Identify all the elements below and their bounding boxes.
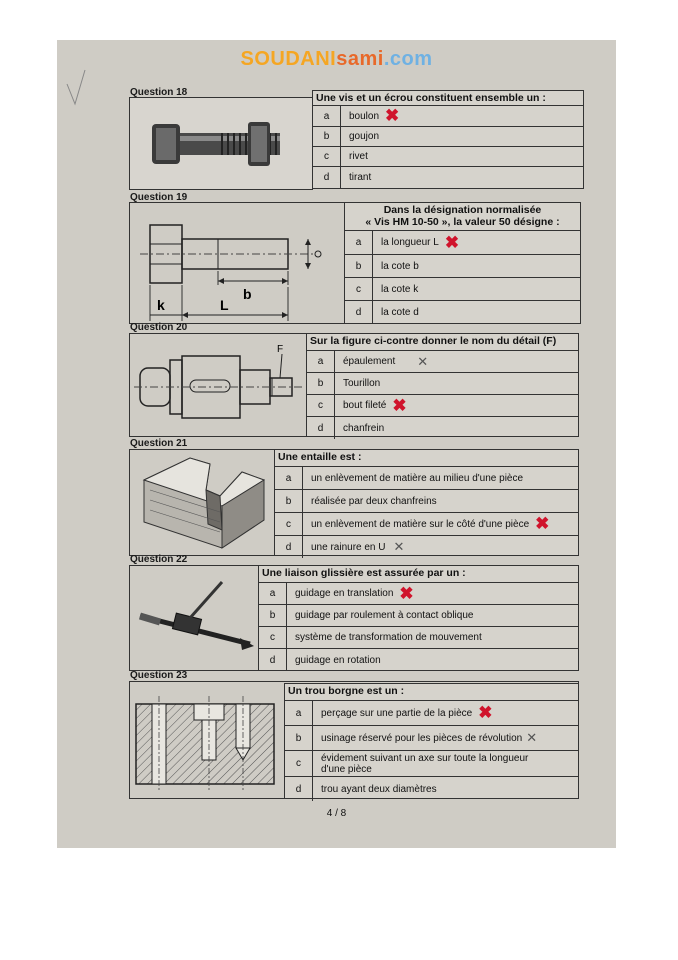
question-23-option-a[interactable]: [285, 701, 578, 726]
option-text: usinage réservé pour les pièces de révolution: [321, 732, 523, 744]
option-text: la cote k: [381, 283, 419, 295]
option-text: un enlèvement de matière au milieu d'une pièce: [311, 472, 524, 484]
dimension-k-label: k: [157, 297, 165, 313]
question-19-title: [345, 203, 580, 231]
option-letter: b: [313, 127, 341, 146]
question-23-label: Question 23: [130, 670, 188, 681]
option-letter: a: [275, 467, 303, 489]
question-19-option-c[interactable]: [345, 278, 580, 301]
question-20-option-d[interactable]: [307, 417, 578, 439]
option-letter: b: [275, 490, 303, 512]
option-text: boulon: [349, 110, 380, 122]
question-21-option-d[interactable]: [275, 536, 578, 558]
brand-part2: sami: [336, 48, 384, 70]
option-text: la cote b: [381, 260, 419, 272]
detail-f-label: F: [277, 344, 284, 355]
question-19-title-line2: « Vis HM 10-50 », la valeur 50 désigne :: [365, 216, 560, 228]
question-19-option-a[interactable]: [345, 231, 580, 255]
question-22-option-d[interactable]: [259, 649, 578, 671]
option-text: la longueur L: [381, 237, 439, 248]
dimension-l-label: L: [220, 297, 229, 313]
brand-watermark: [57, 48, 616, 71]
red-cross-mark-icon: ✖: [385, 106, 400, 125]
option-letter: d: [313, 167, 341, 188]
option-letter: c: [259, 627, 287, 648]
question-22-label: Question 22: [130, 554, 188, 565]
question-23-option-c[interactable]: [285, 751, 578, 777]
question-20-label: Question 20: [130, 322, 188, 333]
option-text: système de transformation de mouvement: [295, 632, 482, 643]
question-21-label: Question 21: [130, 438, 188, 449]
question-22-option-a[interactable]: [259, 583, 578, 605]
option-letter: c: [345, 278, 373, 300]
option-text: guidage en translation: [295, 588, 394, 599]
dimension-b-label: b: [243, 286, 252, 302]
question-19-title-line1: Dans la désignation normalisée: [383, 204, 542, 216]
option-letter: a: [259, 583, 287, 604]
question-20-option-a[interactable]: [307, 351, 578, 373]
question-18-option-c[interactable]: [313, 147, 583, 167]
red-cross-mark-icon: ✖: [444, 232, 460, 252]
question-21-title: Une entaille est :: [275, 450, 578, 467]
question-18-table: [312, 90, 584, 189]
option-letter: b: [259, 605, 287, 626]
question-19-option-d[interactable]: [345, 301, 580, 324]
red-cross-mark-icon: ✖: [478, 703, 493, 722]
question-20-option-b[interactable]: [307, 373, 578, 395]
question-22-option-c[interactable]: [259, 627, 578, 649]
pen-cross-mark-icon: ✕: [393, 539, 405, 554]
question-23-title: Un trou borgne est un :: [285, 684, 578, 701]
brand-part3: .com: [383, 48, 433, 70]
slide-joint-drawing-icon: [130, 566, 260, 670]
option-text: bout fileté: [343, 400, 387, 411]
option-text: Tourillon: [343, 378, 381, 389]
option-text: la cote d: [381, 307, 419, 318]
option-text: tirant: [349, 172, 372, 183]
question-18-option-a[interactable]: [313, 106, 583, 127]
option-letter: a: [345, 231, 373, 254]
question-22-table: [258, 565, 579, 671]
bolt-photo-icon: [130, 98, 312, 189]
option-letter: c: [307, 395, 335, 416]
option-letter: d: [285, 777, 313, 801]
option-text: [313, 753, 528, 775]
question-21-table: [274, 449, 579, 556]
option-letter: d: [275, 536, 303, 558]
shaft-drawing-icon: [130, 334, 308, 436]
option-letter: c: [313, 147, 341, 166]
option-text: un enlèvement de matière sur le côté d'une pièce: [311, 518, 530, 530]
option-letter: b: [307, 373, 335, 394]
blind-hole-drawing-icon: [130, 682, 282, 798]
question-18-figure-box: [129, 97, 313, 190]
option-letter: b: [285, 726, 313, 750]
question-22-option-b[interactable]: [259, 605, 578, 627]
question-23-option-b[interactable]: [285, 726, 578, 751]
option-letter: d: [307, 417, 335, 439]
red-cross-mark-icon: ✖: [392, 395, 407, 415]
question-18-title: Une vis et un écrou constituent ensemble un :: [313, 91, 583, 106]
option-letter: a: [285, 701, 313, 725]
option-letter: d: [345, 301, 373, 324]
option-text: guidage en rotation: [295, 654, 381, 666]
pen-cross-mark-icon: ✕: [417, 353, 429, 369]
question-23-option-d[interactable]: [285, 777, 578, 801]
option-text-line1: évidement suivant un axe sur toute la longueur: [321, 752, 529, 764]
question-21-option-b[interactable]: [275, 490, 578, 513]
question-21-option-c[interactable]: [275, 513, 578, 536]
red-cross-mark-icon: ✖: [399, 583, 414, 603]
option-text: guidage par roulement à contact oblique: [295, 610, 474, 621]
option-letter: c: [285, 751, 313, 776]
option-text: perçage sur une partie de la pièce: [321, 707, 473, 719]
option-text: rivet: [349, 151, 368, 162]
question-18-option-b[interactable]: [313, 127, 583, 147]
red-cross-mark-icon: ✖: [535, 514, 550, 533]
question-18-label: Question 18: [130, 87, 188, 98]
page-number: 4 / 8: [326, 808, 347, 819]
option-letter: a: [307, 351, 335, 372]
notched-block-drawing-icon: [130, 450, 276, 555]
question-21-option-a[interactable]: [275, 467, 578, 490]
option-text: épaulement: [343, 356, 396, 367]
option-letter: a: [313, 106, 341, 126]
pen-cross-mark-icon: ✕: [526, 730, 538, 745]
option-text-line2: d'une pièce: [321, 763, 372, 775]
option-letter: d: [259, 649, 287, 671]
option-text: réalisée par deux chanfreins: [311, 495, 437, 507]
option-letter: c: [275, 513, 303, 535]
option-text: trou ayant deux diamètres: [321, 783, 437, 795]
pen-check-mark-icon: [63, 64, 97, 108]
question-19-table: [344, 202, 581, 324]
question-20-table: [306, 333, 579, 437]
question-19-option-b[interactable]: [345, 255, 580, 278]
option-text: goujon: [349, 131, 380, 142]
option-text: chanfrein: [343, 422, 385, 434]
brand-part1: SOUDANI: [240, 48, 337, 70]
question-22-title: Une liaison glissière est assurée par un :: [259, 566, 578, 583]
exam-page: [57, 40, 616, 848]
question-20-option-c[interactable]: [307, 395, 578, 417]
screw-dimension-drawing-icon: [130, 203, 344, 323]
question-23-table: [284, 683, 579, 799]
question-20-title: Sur la figure ci-contre donner le nom du détail (F): [307, 334, 578, 351]
question-18-option-d[interactable]: [313, 167, 583, 188]
option-text: une rainure en U: [311, 541, 386, 553]
option-letter: b: [345, 255, 373, 277]
question-19-label: Question 19: [130, 192, 188, 203]
